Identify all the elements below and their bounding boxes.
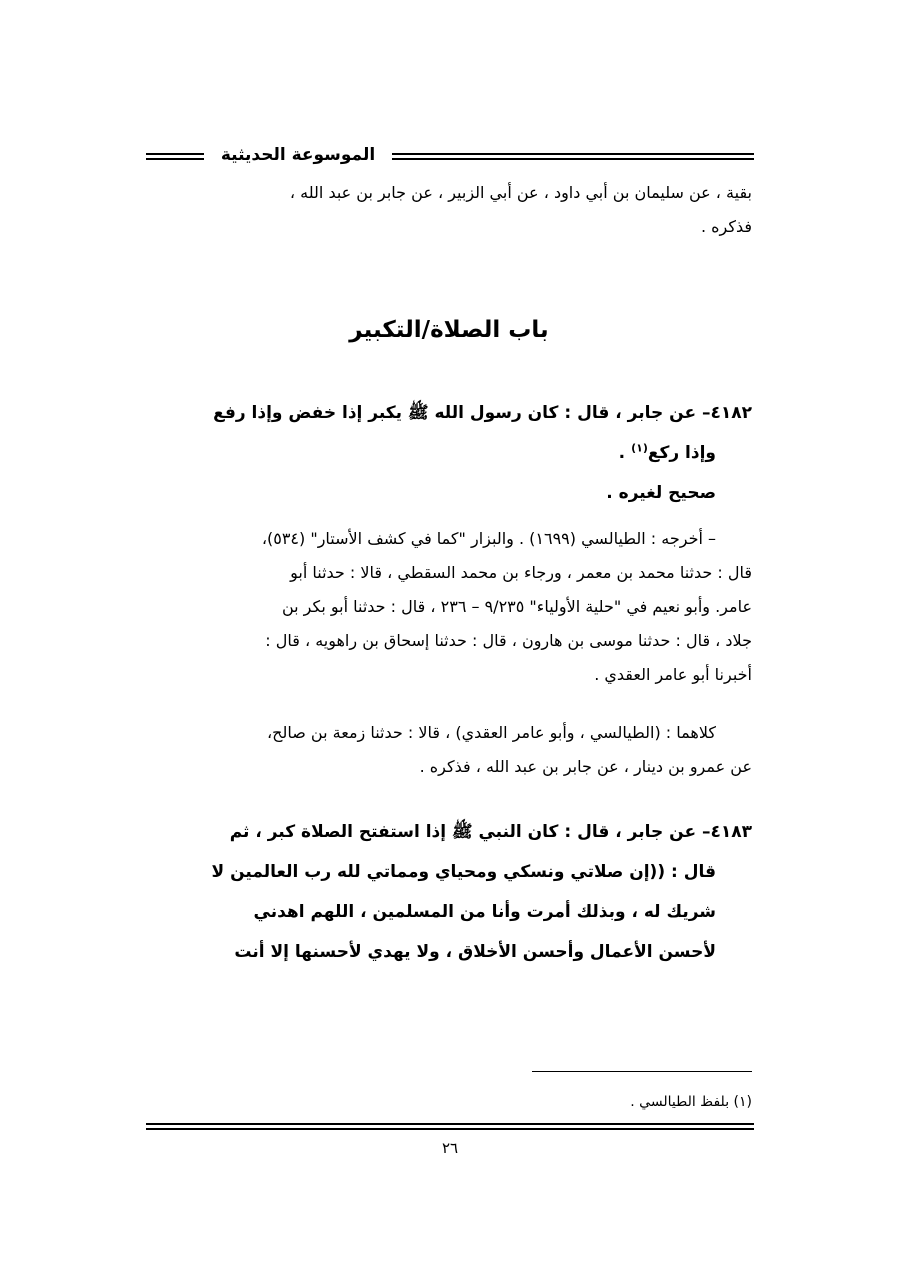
hadith-line: لأحسن الأعمال وأحسن الأخلاق ، ولا يهدي لأحسنها إلا أنت — [234, 942, 716, 962]
takhrij-line: أخبرنا أبو عامر العقدي . — [594, 665, 752, 684]
header-title: الموسوعة الحديثية — [220, 145, 376, 165]
footnote-separator — [532, 1071, 752, 1072]
footer-rule — [146, 1123, 754, 1130]
hadith-line: ٤١٨٣– عن جابر ، قال : كان النبي ﷺ إذا استفتح الصلاة كبر ، ثم — [229, 822, 752, 842]
header-rule-left — [146, 153, 204, 160]
hadith-4183 — [146, 812, 752, 972]
takhrij-line: قال : حدثنا محمد بن معمر ، ورجاء بن محمد السقطي ، قالا : حدثنا أبو — [290, 563, 752, 582]
takhrij-line: – أخرجه : الطيالسي (١٦٩٩) . والبزار "كما في كشف الأستار" (٥٣٤)، — [261, 529, 716, 548]
page-number: ٢٦ — [441, 1139, 459, 1157]
running-header — [146, 140, 754, 170]
hadith-grade: صحيح لغيره . — [606, 483, 716, 503]
takhrij-line: عامر. وأبو نعيم في "حلية الأولياء" ٩/٢٣٥ – ٢٣٦ ، قال : حدثنا أبو بكر بن — [281, 597, 752, 616]
kilahuma-line: كلاهما : (الطيالسي ، وأبو عامر العقدي) ، قالا : حدثنا زمعة بن صالح، — [267, 723, 716, 742]
intro-line: بقية ، عن سليمان بن أبي داود ، عن أبي الزبير ، عن جابر بن عبد الله ، — [289, 183, 752, 202]
kilahuma-line: عن عمرو بن دينار ، عن جابر بن عبد الله ، فذكره . — [419, 757, 752, 776]
header-rule-right — [392, 153, 754, 160]
hadith-line: شريك له ، وبذلك أمرت وأنا من المسلمين ، اللهم اهدني — [253, 902, 716, 922]
hadith-line: قال : ((إن صلاتي ونسكي ومحياي ومماتي لله رب العالمين لا — [211, 862, 716, 882]
hadith-text: وإذا ركع — [647, 443, 716, 463]
intro-continuation — [146, 176, 752, 244]
chapter-heading: باب الصلاة/التكبير — [349, 317, 549, 343]
hadith-4182 — [146, 393, 752, 513]
kilahuma-paragraph — [146, 716, 752, 784]
takhrij-line: جلاد ، قال : حدثنا موسى بن هارون ، قال : حدثنا إسحاق بن راهويه ، قال : — [265, 631, 752, 650]
footnote: (١) بلفظ الطيالسي . — [630, 1094, 752, 1110]
footnote-ref[interactable]: (١) — [631, 441, 648, 455]
hadith-line: ٤١٨٢– عن جابر ، قال : كان رسول الله ﷺ يكبر إذا خفض وإذا رفع — [213, 403, 752, 423]
hadith-text-end: . — [618, 443, 632, 463]
hadith-line — [146, 433, 752, 473]
intro-line: فذكره . — [700, 217, 752, 236]
takhrij-paragraph — [146, 522, 752, 692]
